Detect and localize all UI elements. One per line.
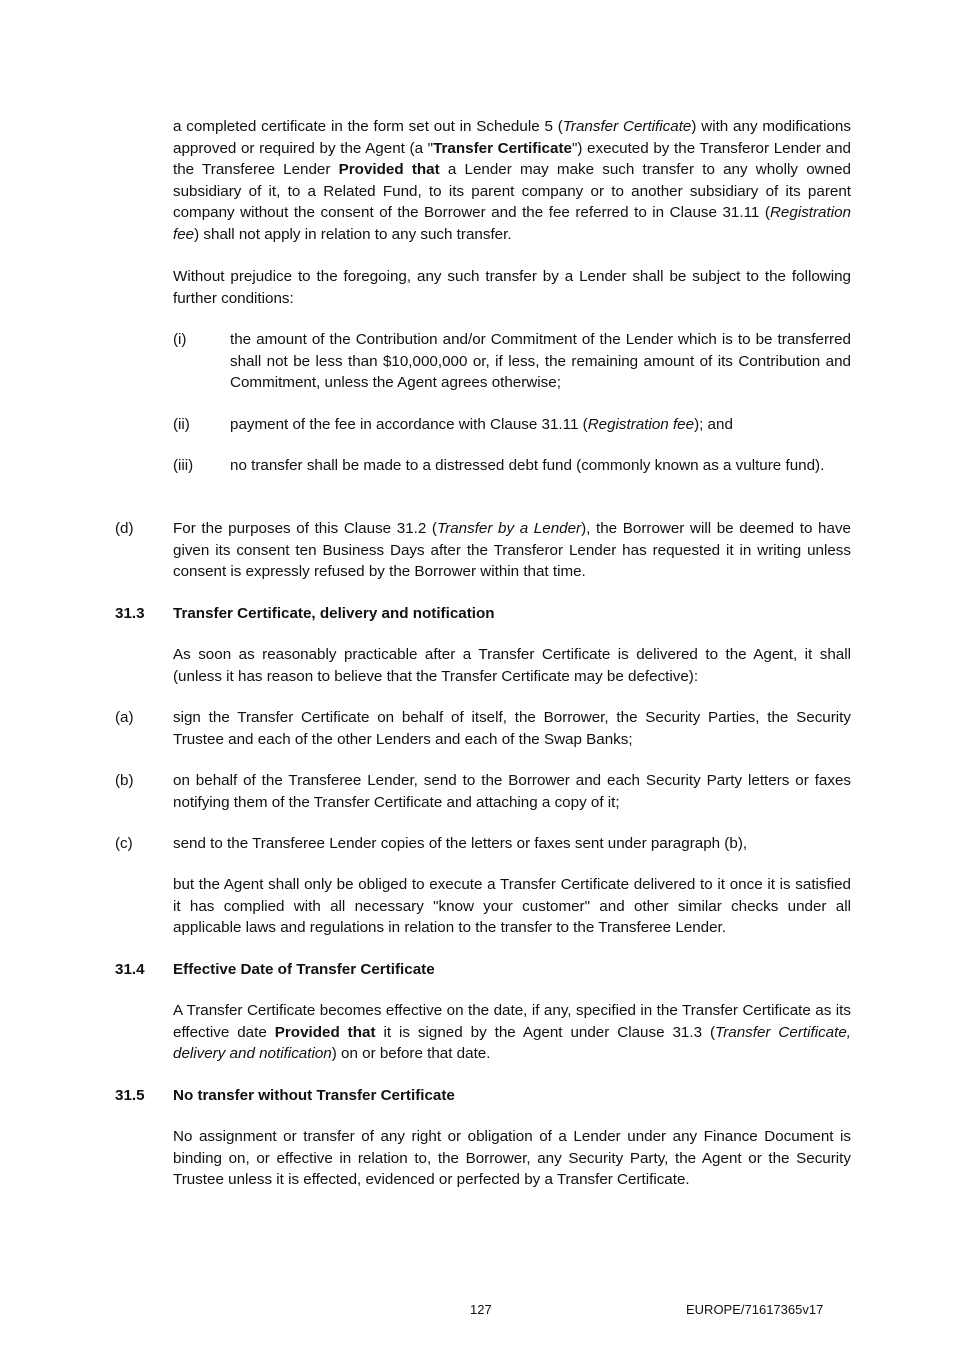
text-run: it is signed by the Agent under Clause 31.3 ( xyxy=(375,1023,716,1041)
italic-run: Registration fee xyxy=(173,204,851,243)
paragraph-label: (d) xyxy=(115,520,134,537)
italic-run: Registration fee xyxy=(587,416,695,433)
paragraph-label: (c) xyxy=(115,835,133,852)
condition-text xyxy=(230,414,851,436)
italic-run: Transfer Certificate, delivery and notification xyxy=(173,1023,851,1063)
paragraph-d-text xyxy=(173,518,851,583)
clause-body-paragraph xyxy=(173,1000,851,1065)
text-run: ), the Borrower will be deemed to have given its consent ten Business Days after the Transferor Lender has requested it in writing unless consent is expressly refused by the Borrower within that time. xyxy=(173,520,851,581)
text-run: ); and xyxy=(694,416,733,433)
paragraph-text: on behalf of the Transferee Lender, send to the Borrower and each Security Party letters or faxes notifying them of the Transfer Certificate and attaching a copy of it; xyxy=(173,772,851,811)
clause-number: 31.3 xyxy=(115,605,145,622)
text-run: ) shall not apply in relation to any such transfer. xyxy=(194,225,512,243)
page-number: 127 xyxy=(470,1302,492,1317)
document-reference: EUROPE/71617365v17 xyxy=(686,1302,824,1317)
clause-heading: Transfer Certificate, delivery and notification xyxy=(173,605,495,622)
text-run: payment of the fee in accordance with Clause 31.11 ( xyxy=(230,416,588,433)
text-run: ) with any modifications approved or required by the Agent (a " xyxy=(173,118,851,157)
paragraph-text: send to the Transferee Lender copies of the letters or faxes sent under paragraph (b), xyxy=(173,835,748,852)
condition-text: no transfer shall be made to a distressed debt fund (commonly known as a vulture fund). xyxy=(230,457,825,474)
text-run: a Lender may make such transfer to any wholly owned subsidiary of it, to a Related Fund, to its parent company or to another subsidiary of its parent company without the consent of the Borrower and the fee referred to in Clause 31.11 ( xyxy=(173,161,851,222)
clause-number: 31.4 xyxy=(115,961,145,978)
bold-run: Provided that xyxy=(274,1023,376,1041)
conditions-intro-paragraph: Without prejudice to the foregoing, any such transfer by a Lender shall be subject to the following further conditions: xyxy=(173,268,851,307)
clause-heading: Effective Date of Transfer Certificate xyxy=(173,961,435,978)
clause-heading: No transfer without Transfer Certificate xyxy=(173,1087,455,1104)
text-run: ) on or before that date. xyxy=(331,1045,491,1063)
clause-number: 31.5 xyxy=(115,1087,145,1104)
bold-run: Provided that xyxy=(338,161,440,179)
condition-text: the amount of the Contribution and/or Commitment of the Lender which is to be transferred shall not be less than $10,000,000 or, if less, the remaining amount of its Contribution and Commitment, unless the Agent agrees otherwise; xyxy=(230,331,851,392)
text-run: A Transfer Certificate becomes effective on the date, if any, specified in the Transfer Certificate as its effective date xyxy=(173,1002,851,1041)
clause-body-paragraph: No assignment or transfer of any right or obligation of a Lender under any Finance Document is binding on, or effective in relation to, the Borrower, any Security Party, the Agent or the Security Trustee unless it is effected, evidenced or perfected by a Transfer Certificate. xyxy=(173,1128,851,1189)
text-run: a completed certificate in the form set out in Schedule 5 ( xyxy=(173,118,563,135)
defined-term: Transfer Certificate xyxy=(433,139,572,157)
intro-paragraph xyxy=(173,116,851,246)
text-run: ") executed by the Transferor Lender and the Transferee Lender xyxy=(173,139,851,179)
condition-label: (i) xyxy=(173,331,187,348)
text-run: For the purposes of this Clause 31.2 ( xyxy=(173,520,437,537)
condition-label: (ii) xyxy=(173,416,190,433)
paragraph-label: (a) xyxy=(115,709,134,726)
italic-run: Transfer by a Lender xyxy=(437,520,582,537)
paragraph-label: (b) xyxy=(115,772,134,789)
condition-label: (iii) xyxy=(173,457,194,474)
clause-closing-paragraph: but the Agent shall only be obliged to execute a Transfer Certificate delivered to it once it is satisfied it has complied with all necessary "know your customer" and other similar checks under all applicable laws and regulations in relation to the transfer to the Transferee Lender. xyxy=(173,876,851,937)
italic-run: Transfer Certificate xyxy=(562,118,692,135)
paragraph-text: sign the Transfer Certificate on behalf of itself, the Borrower, the Security Parties, the Security Trustee and each of the other Lenders and each of the Swap Banks; xyxy=(173,709,851,748)
clause-intro-paragraph: As soon as reasonably practicable after a Transfer Certificate is delivered to the Agent, it shall (unless it has reason to believe that the Transfer Certificate may be defective): xyxy=(173,646,851,685)
